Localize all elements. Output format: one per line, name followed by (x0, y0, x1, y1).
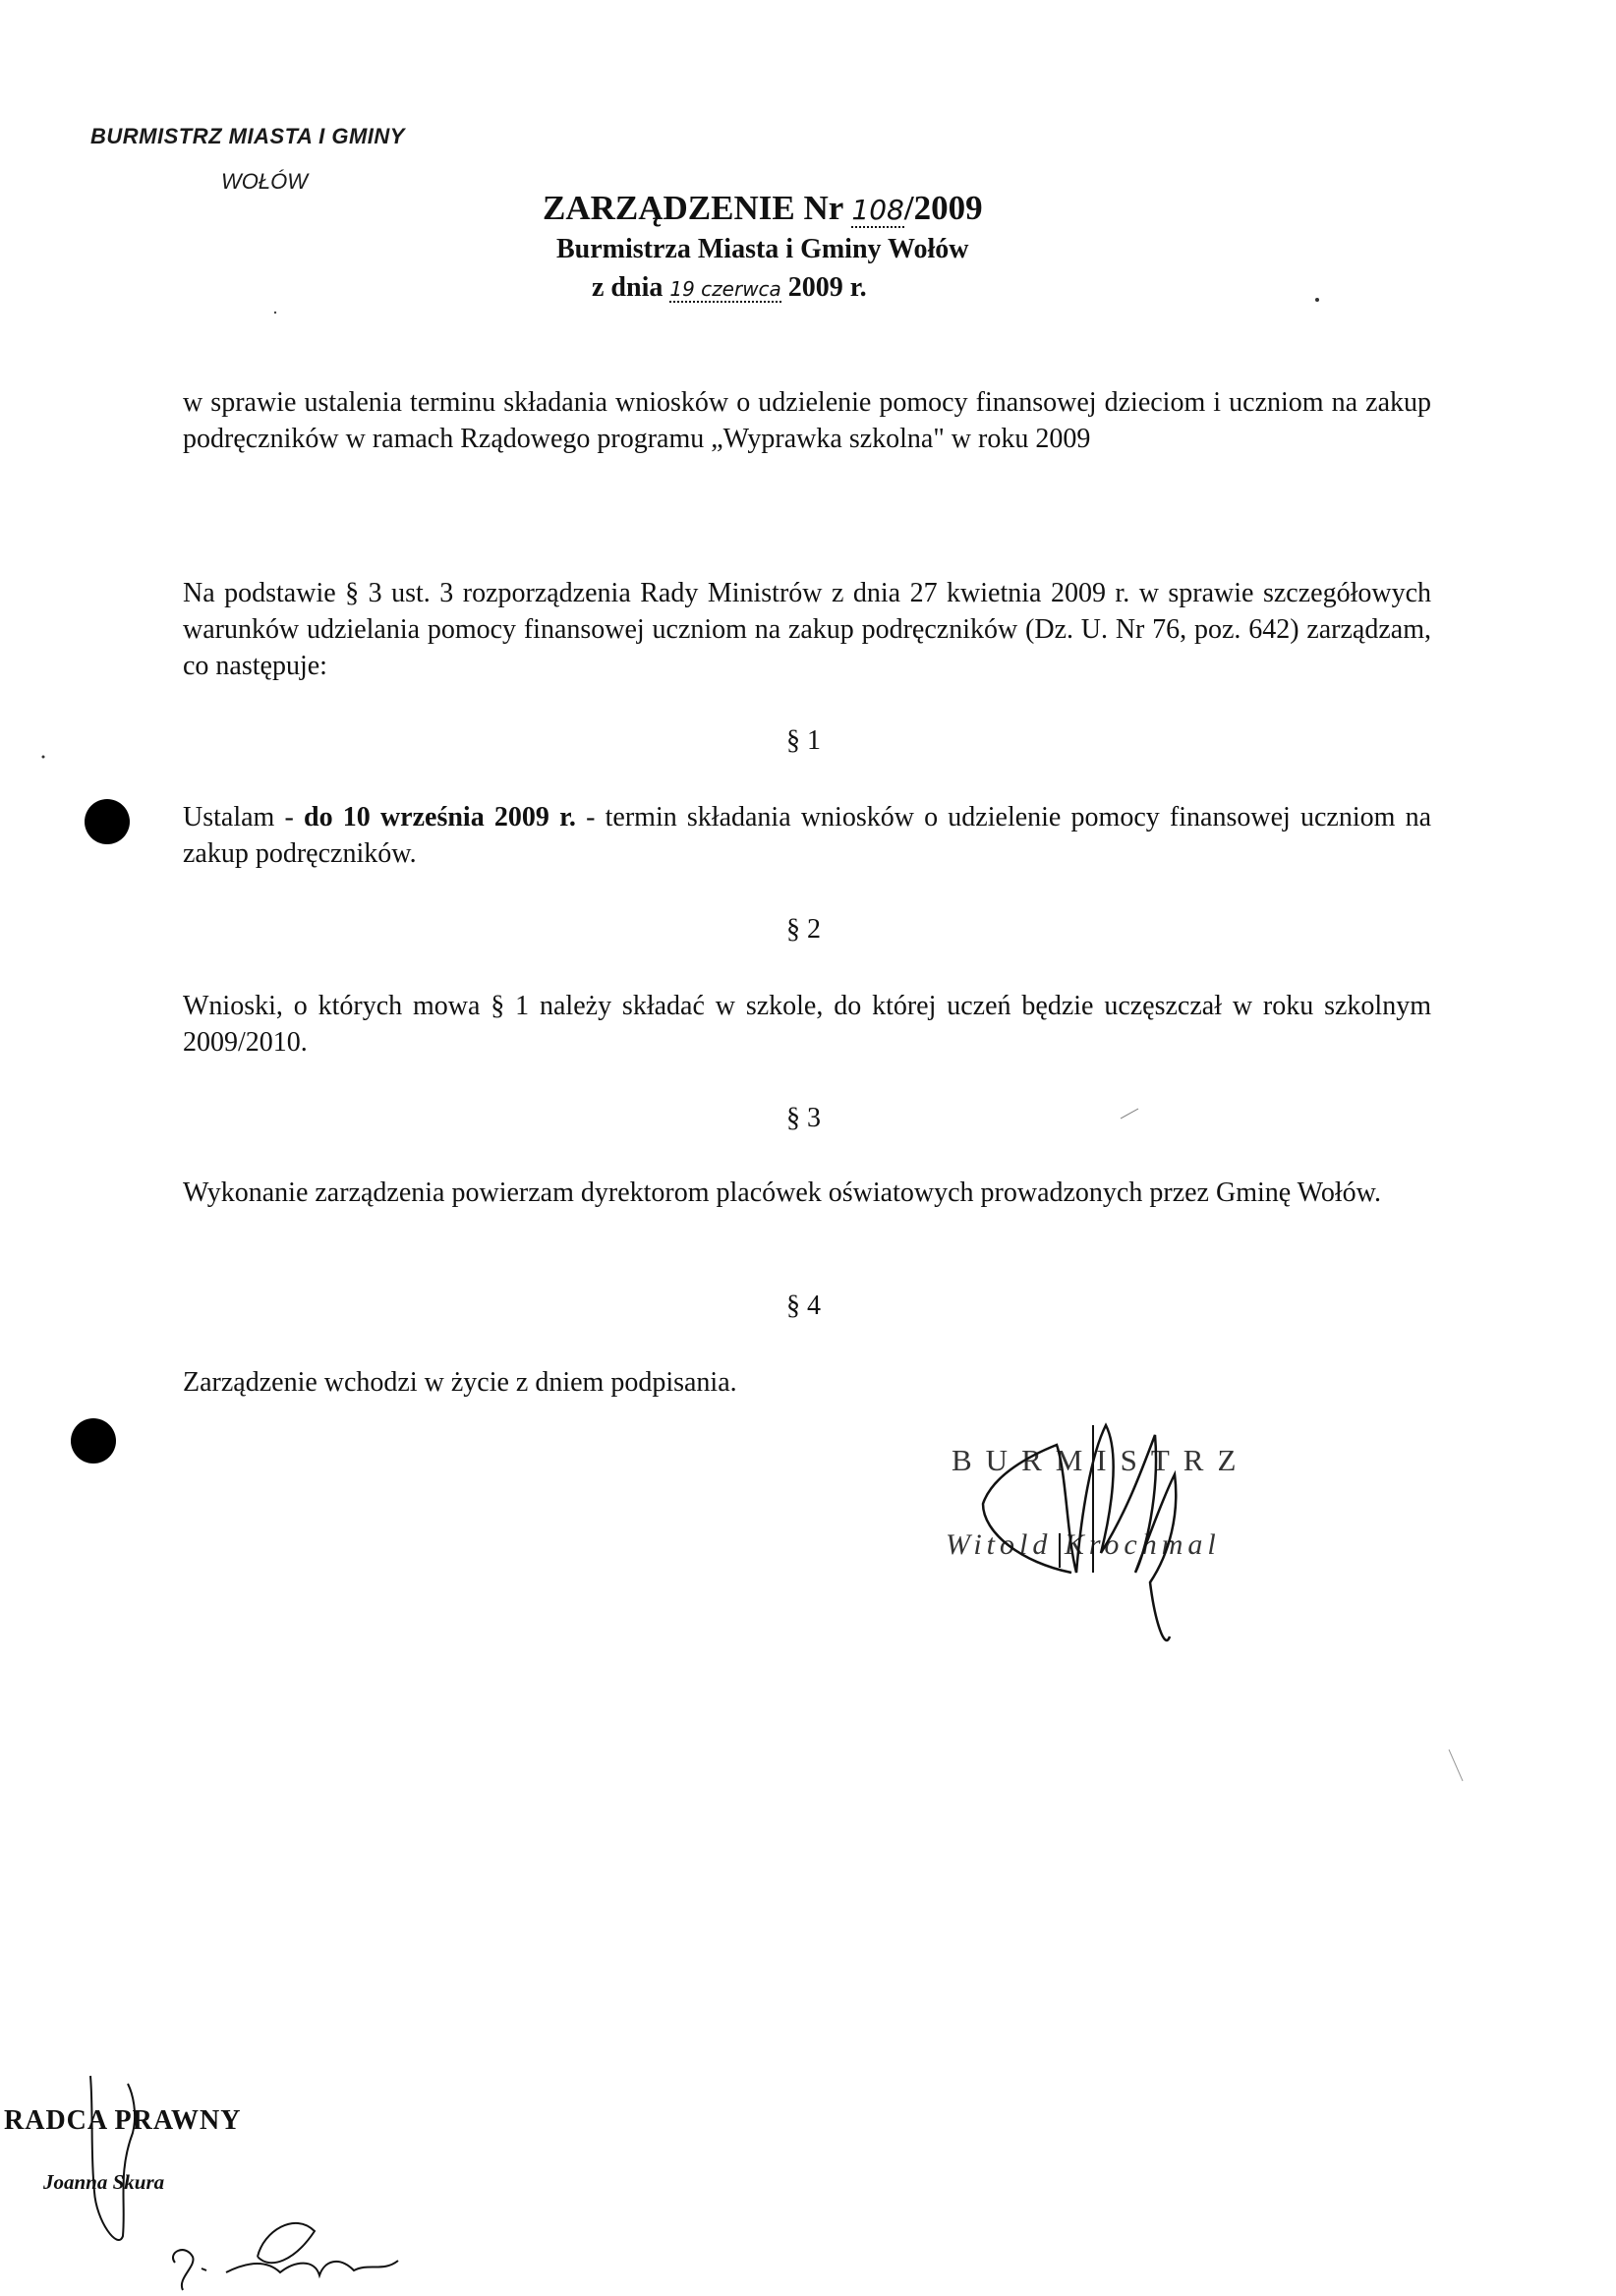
section-1-text-after: - termin składania wniosków o udzielenie pomocy finansowej uczniom na zakup podręczników. (183, 802, 1431, 869)
subject-paragraph: w sprawie ustalenia terminu składania wniosków o udzielenie pomocy finansowej dzieciom i uczniom na zakup podręczników w ramach Rządowego programu „Wyprawka szkolna" w roku 2009 (183, 387, 1431, 454)
counsel-initials (173, 2250, 398, 2290)
section-1-deadline: do 10 września 2009 r. (304, 802, 576, 832)
legal-counsel-name: Joanna Skura (43, 2170, 165, 2194)
handwritten-date: 19 czerwca (669, 277, 781, 301)
document-subtitle: Burmistrza Miasta i Gminy Wołów (556, 234, 969, 264)
title-prefix: ZARZĄDZENIE Nr (543, 189, 852, 227)
mayor-signature (983, 1425, 1176, 1640)
date-suffix: 2009 r. (780, 272, 867, 303)
section-mark-4: § 4 (786, 1291, 821, 1321)
issuer-city-stamp: WOŁÓW (221, 169, 308, 194)
signatory-name-stamp: Witold Krochmal (946, 1528, 1221, 1561)
signatory-title-stamp: BURMISTRZ (952, 1443, 1250, 1477)
section-3-text: Wykonanie zarządzenia powierzam dyrektorom placówek oświatowych prowadzonych przez Gminę Wołów. (183, 1177, 1382, 1208)
legal-counsel-stamp: RADCA PRAWNY (4, 2105, 242, 2136)
section-mark-2: § 2 (786, 914, 821, 945)
date-prefix: z dnia (592, 272, 670, 303)
section-mark-3: § 3 (786, 1103, 821, 1133)
section-1-text-before: Ustalam - (183, 802, 305, 832)
handwritten-number: 108 (851, 194, 904, 226)
counsel-signature-vertical (90, 2076, 135, 2240)
section-4-text: Zarządzenie wchodzi w życie z dniem podpisania. (183, 1367, 737, 1398)
section-mark-1: § 1 (786, 725, 821, 756)
section-2-text: Wnioski, o których mowa § 1 należy składać w szkole, do której uczeń będzie uczęszczał w roku szkolnym 2009/2010. (183, 991, 1431, 1058)
legal-basis-paragraph: Na podstawie § 3 ust. 3 rozporządzenia Rady Ministrów z dnia 27 kwietnia 2009 r. w sprawie szczegółowych warunków udzielania pomocy finansowej uczniom na zakup podręczników (Dz. U. Nr 76, poz. 642) zarządzam, co następuje: (183, 578, 1431, 681)
issuer-stamp: BURMISTRZ MIASTA I GMINY (90, 124, 405, 148)
scan-speck (1315, 298, 1319, 302)
title-suffix: /2009 (903, 189, 983, 227)
